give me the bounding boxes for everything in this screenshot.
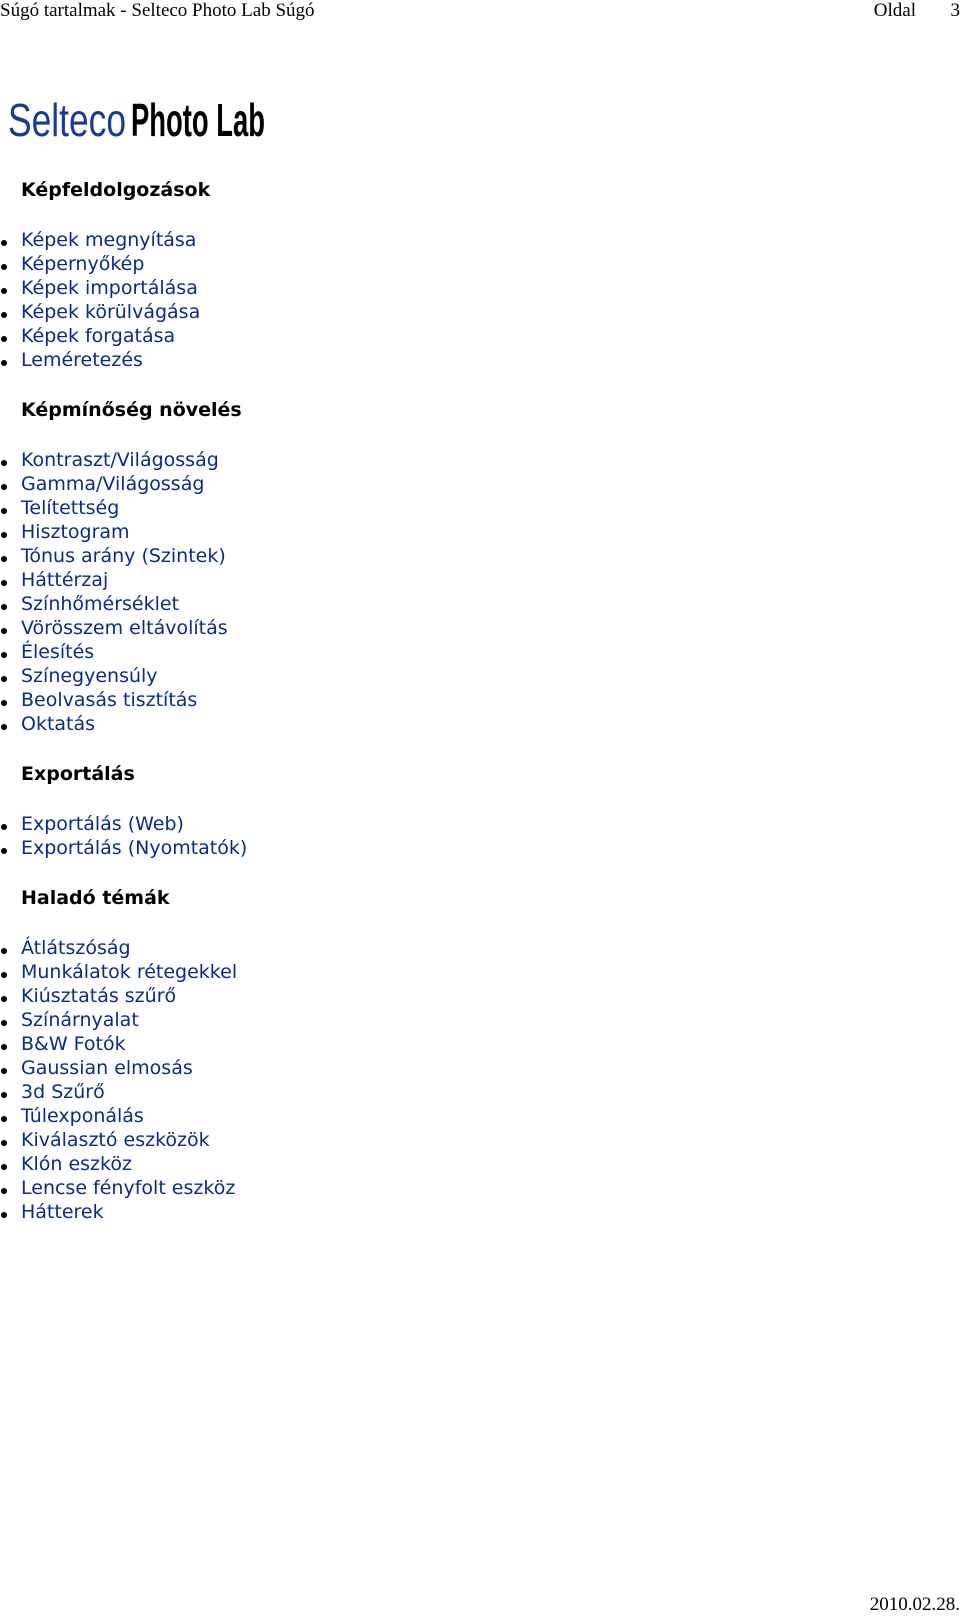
help-contents (0, 178, 940, 1250)
list-item (0, 520, 940, 544)
list-item (0, 592, 940, 616)
section-heading: Exportálás (21, 763, 135, 785)
list-item (0, 688, 940, 712)
list-item (0, 1104, 940, 1128)
list-item (0, 984, 940, 1008)
section-heading: Képmínőség növelés (21, 399, 242, 421)
bullet-icon (1, 264, 7, 270)
topic-link[interactable]: Kiúsztatás szűrő (21, 985, 177, 1007)
bullet-icon (1, 1164, 7, 1170)
topic-link[interactable]: Hátterek (21, 1201, 104, 1223)
topic-link[interactable]: Kontraszt/Világosság (21, 449, 219, 471)
list-item (0, 1008, 940, 1032)
bullet-icon (1, 1188, 7, 1194)
list-item (0, 448, 940, 472)
list-item (0, 568, 940, 592)
bullet-icon (1, 848, 7, 854)
bullet-icon (1, 1140, 7, 1146)
bullet-icon (1, 312, 7, 318)
list-item (0, 300, 940, 324)
bullet-icon (1, 948, 7, 954)
bullet-icon (1, 1020, 7, 1026)
bullet-icon (1, 580, 7, 586)
topic-link[interactable]: Színárnyalat (21, 1009, 139, 1031)
page-indicator (874, 0, 960, 22)
list-item (0, 228, 940, 252)
topic-link[interactable]: Telítettség (21, 497, 120, 519)
bullet-icon (1, 288, 7, 294)
svg-text:Photo Lab: Photo Lab (131, 94, 265, 146)
topic-link[interactable]: Gaussian elmosás (21, 1057, 193, 1079)
topic-link[interactable]: Élesítés (21, 641, 95, 663)
topic-list (0, 228, 940, 372)
topic-link[interactable]: Klón eszköz (21, 1153, 132, 1175)
list-item (0, 836, 940, 860)
list-item (0, 640, 940, 664)
topic-link[interactable]: Túlexponálás (21, 1105, 144, 1127)
list-item (0, 324, 940, 348)
list-item (0, 1152, 940, 1176)
topic-link[interactable]: Exportálás (Web) (21, 813, 184, 835)
list-item (0, 1080, 940, 1104)
bullet-icon (1, 700, 7, 706)
topic-link[interactable]: Színhőmérséklet (21, 593, 180, 615)
list-item (0, 544, 940, 568)
bullet-icon (1, 996, 7, 1002)
topic-link[interactable]: Gamma/Világosság (21, 473, 205, 495)
list-item (0, 1200, 940, 1224)
bullet-icon (1, 360, 7, 366)
bullet-icon (1, 652, 7, 658)
bullet-icon (1, 676, 7, 682)
list-item (0, 1032, 940, 1056)
page-number: 3 (950, 0, 960, 21)
topic-link[interactable]: Exportálás (Nyomtatók) (21, 837, 248, 859)
topic-link[interactable]: Háttérzaj (21, 569, 109, 591)
topic-link[interactable]: Átlátszóság (21, 937, 131, 959)
topic-link[interactable]: Lencse fényfolt eszköz (21, 1177, 236, 1199)
bullet-icon (1, 556, 7, 562)
page-label: Oldal (873, 0, 916, 21)
bullet-icon (1, 972, 7, 978)
document-title: Súgó tartalmak - Selteco Photo Lab Súgó (0, 0, 315, 21)
bullet-icon (1, 1068, 7, 1074)
topic-link[interactable]: Leméretezés (21, 349, 143, 371)
list-item (0, 276, 940, 300)
list-item (0, 252, 940, 276)
topic-link[interactable]: Vörösszem eltávolítás (21, 617, 228, 639)
bullet-icon (1, 532, 7, 538)
list-item (0, 712, 940, 736)
bullet-icon (1, 1092, 7, 1098)
list-item (0, 496, 940, 520)
topic-link[interactable]: Képek megnyítása (21, 229, 197, 251)
list-item (0, 348, 940, 372)
list-item (0, 664, 940, 688)
list-item (0, 936, 940, 960)
list-item (0, 1128, 940, 1152)
list-item (0, 960, 940, 984)
bullet-icon (1, 460, 7, 466)
list-item (0, 1176, 940, 1200)
topic-link[interactable]: Tónus arány (Szintek) (21, 545, 226, 567)
list-item (0, 812, 940, 836)
section-heading: Képfeldolgozások (21, 179, 211, 201)
topic-link[interactable]: Oktatás (21, 713, 96, 735)
topic-link[interactable]: Színegyensúly (21, 665, 158, 687)
topic-link[interactable]: Képernyőkép (21, 253, 145, 275)
bullet-icon (1, 1116, 7, 1122)
bullet-icon (1, 724, 7, 730)
topic-list (0, 936, 940, 1224)
topic-link[interactable]: 3d Szűrő (21, 1081, 105, 1103)
bullet-icon (1, 336, 7, 342)
bullet-icon (1, 628, 7, 634)
bullet-icon (1, 484, 7, 490)
bullet-icon (1, 824, 7, 830)
topic-link[interactable]: Kiválasztó eszközök (21, 1129, 210, 1151)
svg-text:Selteco: Selteco (8, 94, 126, 146)
list-item (0, 616, 940, 640)
bullet-icon (1, 1212, 7, 1218)
list-item (0, 472, 940, 496)
print-date: 2010.02.28. (869, 1594, 960, 1615)
bullet-icon (1, 508, 7, 514)
bullet-icon (1, 1044, 7, 1050)
topic-link[interactable]: B&W Fotók (21, 1033, 126, 1055)
bullet-icon (1, 240, 7, 246)
topic-link[interactable]: Képek importálása (21, 277, 198, 299)
topic-link[interactable]: Beolvasás tisztítás (21, 689, 198, 711)
topic-list (0, 812, 940, 860)
section-heading: Haladó témák (21, 887, 170, 909)
bullet-icon (1, 604, 7, 610)
topic-list (0, 448, 940, 736)
topic-link[interactable]: Képek forgatása (21, 325, 176, 347)
selteco-photo-lab-logo (8, 92, 280, 146)
list-item (0, 1056, 940, 1080)
topic-link[interactable]: Hisztogram (21, 521, 130, 543)
topic-link[interactable]: Képek körülvágása (21, 301, 201, 323)
topic-link[interactable]: Munkálatok rétegekkel (21, 961, 238, 983)
